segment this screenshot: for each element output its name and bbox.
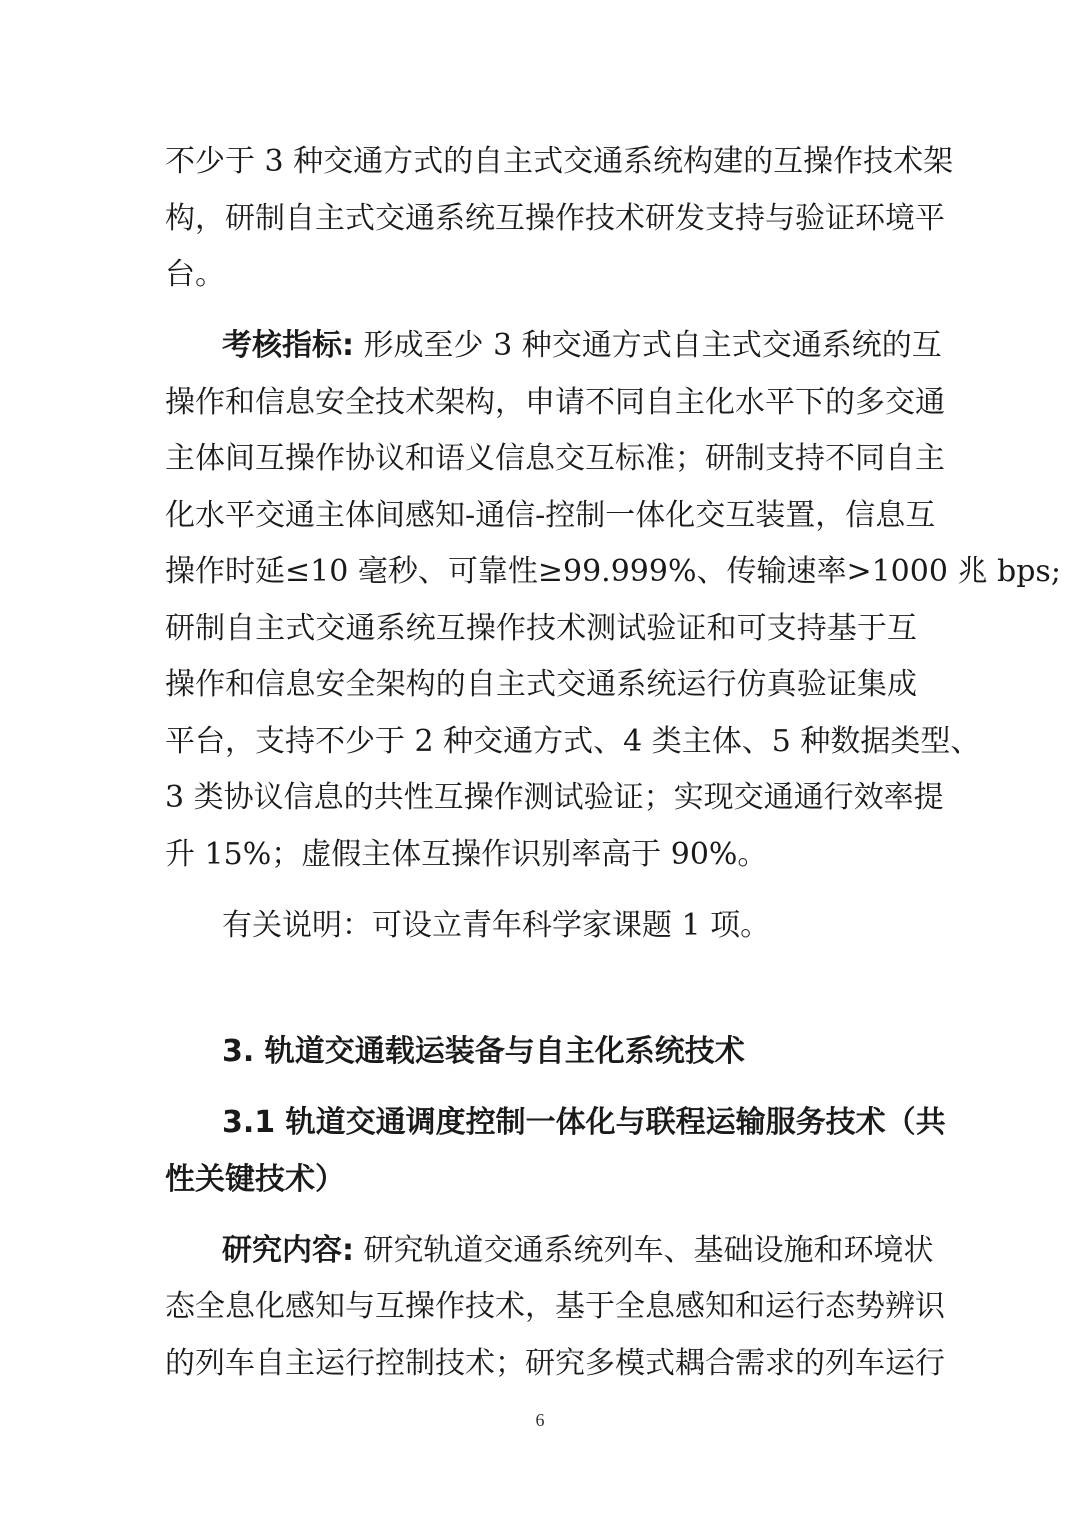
note-text: 有关说明：可设立青年科学家课题 1 项。: [222, 908, 771, 943]
paragraph-line: 不少于 3 种交通方式的自主式交通系统构建的互操作技术架: [165, 144, 954, 179]
assessment-line: 研制自主式交通系统互操作技术测试验证和可支持基于互: [165, 611, 917, 646]
assessment-label: 考核指标:: [222, 328, 354, 363]
assessment-line: 主体间互操作协议和语义信息交互标准；研制支持不同自主: [165, 441, 945, 476]
assessment-line: 操作和信息安全架构的自主式交通系统运行仿真验证集成: [165, 667, 917, 702]
paragraph-line: 构，研制自主式交通系统互操作技术研发支持与验证环境平: [165, 201, 945, 236]
page-number: 6: [535, 1410, 545, 1430]
research-line: 态全息化感知与互操作技术，基于全息感知和运行态势辨识: [165, 1289, 945, 1324]
assessment-line: 升 15%；虚假主体互操作识别率高于 90%。: [165, 837, 768, 872]
research-line: 的列车自主运行控制技术；研究多模式耦合需求的列车运行: [165, 1346, 945, 1381]
section-3-heading: 3. 轨道交通载运装备与自主化系统技术: [222, 1034, 745, 1069]
section-3-1-heading-cont: 性关键技术）: [165, 1162, 345, 1197]
research-first-line: [222, 1231, 934, 1271]
section-3-1-heading: 3.1 轨道交通调度控制一体化与联程运输服务技术（共: [222, 1105, 946, 1140]
paragraph-line: 台。: [165, 257, 225, 292]
assessment-line: 操作时延≤10 毫秒、可靠性≥99.999%、传输速率>1000 兆 bps;: [165, 554, 1061, 589]
assessment-line: 化水平交通主体间感知-通信-控制一体化交互装置，信息互: [165, 498, 936, 533]
research-text: 研究轨道交通系统列车、基础设施和环境状: [363, 1233, 934, 1268]
assessment-first-line: [222, 326, 942, 366]
assessment-text: 形成至少 3 种交通方式自主式交通系统的互: [363, 328, 942, 363]
research-label: 研究内容:: [222, 1233, 354, 1268]
assessment-line: 3 类协议信息的共性互操作测试验证；实现交通通行效率提: [165, 780, 944, 815]
assessment-line: 操作和信息安全技术架构，申请不同自主化水平下的多交通: [165, 385, 945, 420]
assessment-line: 平台，支持不少于 2 种交通方式、4 类主体、5 种数据类型、: [165, 724, 981, 759]
